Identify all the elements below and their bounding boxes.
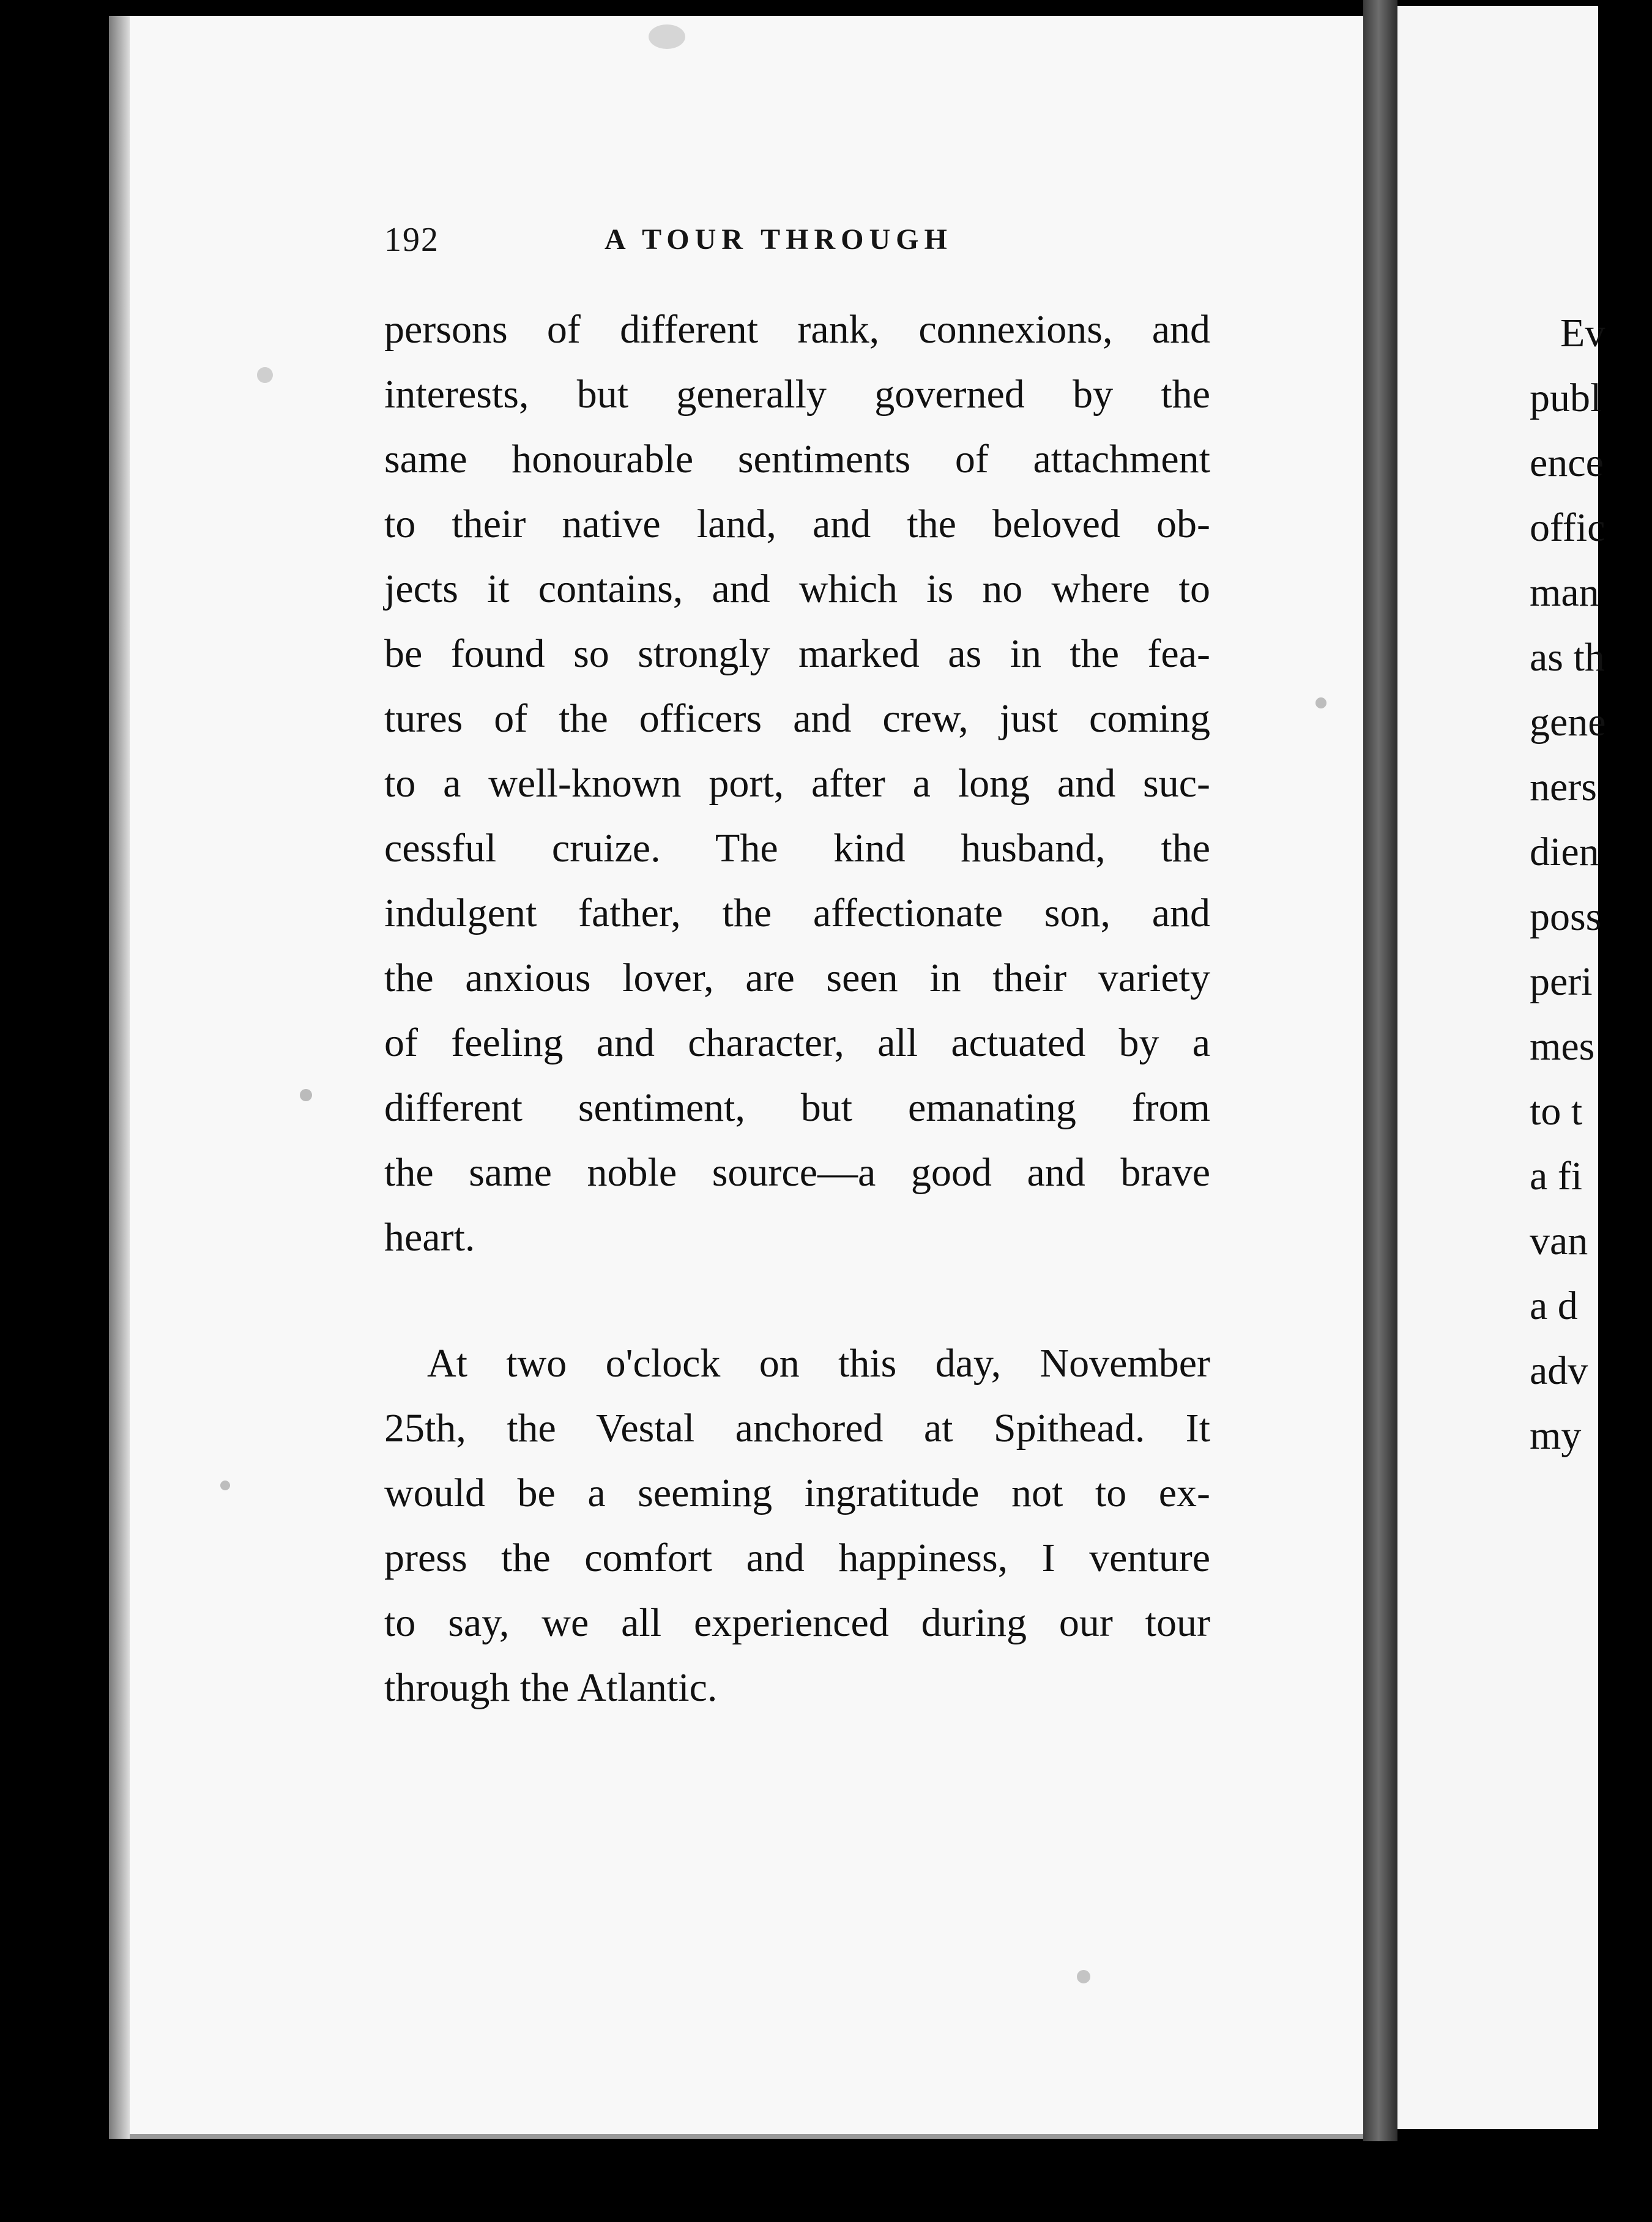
text-line: through the Atlantic. <box>384 1665 718 1710</box>
text-line: heart. <box>384 1215 475 1260</box>
page-number: 192 <box>384 221 439 259</box>
text-line: of feeling and character, all actuated by a <box>384 1020 1210 1065</box>
paper-speck <box>1315 697 1326 708</box>
page-header <box>384 220 1210 263</box>
text-line: persons of different rank, connexions, and <box>384 307 1210 352</box>
text-fragment: ence <box>1530 440 1604 485</box>
right-page-text <box>1530 301 1652 1468</box>
text-fragment: offic <box>1530 505 1605 550</box>
paper-speck <box>300 1089 312 1101</box>
text-fragment: my <box>1530 1413 1582 1458</box>
paper-speck <box>1077 1970 1090 1983</box>
text-fragment: publ <box>1530 376 1602 420</box>
paper-speck <box>257 367 273 383</box>
text-line: to a well-known port, after a long and suc- <box>384 761 1210 806</box>
text-fragment: dien <box>1530 830 1599 874</box>
text-fragment: ners <box>1530 765 1597 809</box>
paragraph-gap <box>384 1270 1210 1331</box>
paper-speck <box>220 1481 230 1490</box>
text-fragment: adv <box>1530 1348 1588 1393</box>
text-line: the same noble source—a good and brave <box>384 1150 1210 1195</box>
text-line: would be a seeming ingratitude not to ex- <box>384 1471 1210 1515</box>
text-line: interests, but generally governed by the <box>384 372 1210 417</box>
text-line: to their native land, and the beloved ob- <box>384 502 1210 546</box>
text-fragment: Ev <box>1560 311 1605 355</box>
text-fragment: peri <box>1530 959 1593 1004</box>
text-fragment: van <box>1530 1219 1588 1263</box>
text-line: tures of the officers and crew, just coming <box>384 696 1210 741</box>
text-line: press the comfort and happiness, I venture <box>384 1536 1210 1580</box>
text-line: different sentiment, but emanating from <box>384 1085 1210 1130</box>
text-fragment: a d <box>1530 1284 1578 1328</box>
text-line: the anxious lover, are seen in their variety <box>384 956 1210 1000</box>
text-line: 25th, the Vestal anchored at Spithead. It <box>384 1406 1210 1451</box>
running-head: A TOUR THROUGH <box>605 223 953 256</box>
text-line: cessful cruize. The kind husband, the <box>384 826 1210 871</box>
text-line: indulgent father, the affectionate son, and <box>384 891 1210 935</box>
text-fragment: as th <box>1530 635 1605 680</box>
book-gutter <box>1363 0 1397 2141</box>
text-fragment: to t <box>1530 1089 1583 1134</box>
text-line: same honourable sentiments of attachment <box>384 437 1210 481</box>
text-line: to say, we all experienced during our tour <box>384 1600 1210 1645</box>
paper-speck <box>649 24 685 49</box>
text-line: At two o'clock on this day, November <box>427 1341 1210 1386</box>
text-fragment: a fi <box>1530 1154 1583 1198</box>
body-text <box>384 297 1210 1720</box>
text-fragment: man <box>1530 570 1599 615</box>
text-line: be found so strongly marked as in the fea- <box>384 631 1210 676</box>
text-line: jects it contains, and which is no where to <box>384 567 1210 611</box>
text-fragment: poss <box>1530 894 1602 939</box>
text-fragment: mes <box>1530 1024 1595 1069</box>
text-fragment: gene <box>1530 700 1606 745</box>
